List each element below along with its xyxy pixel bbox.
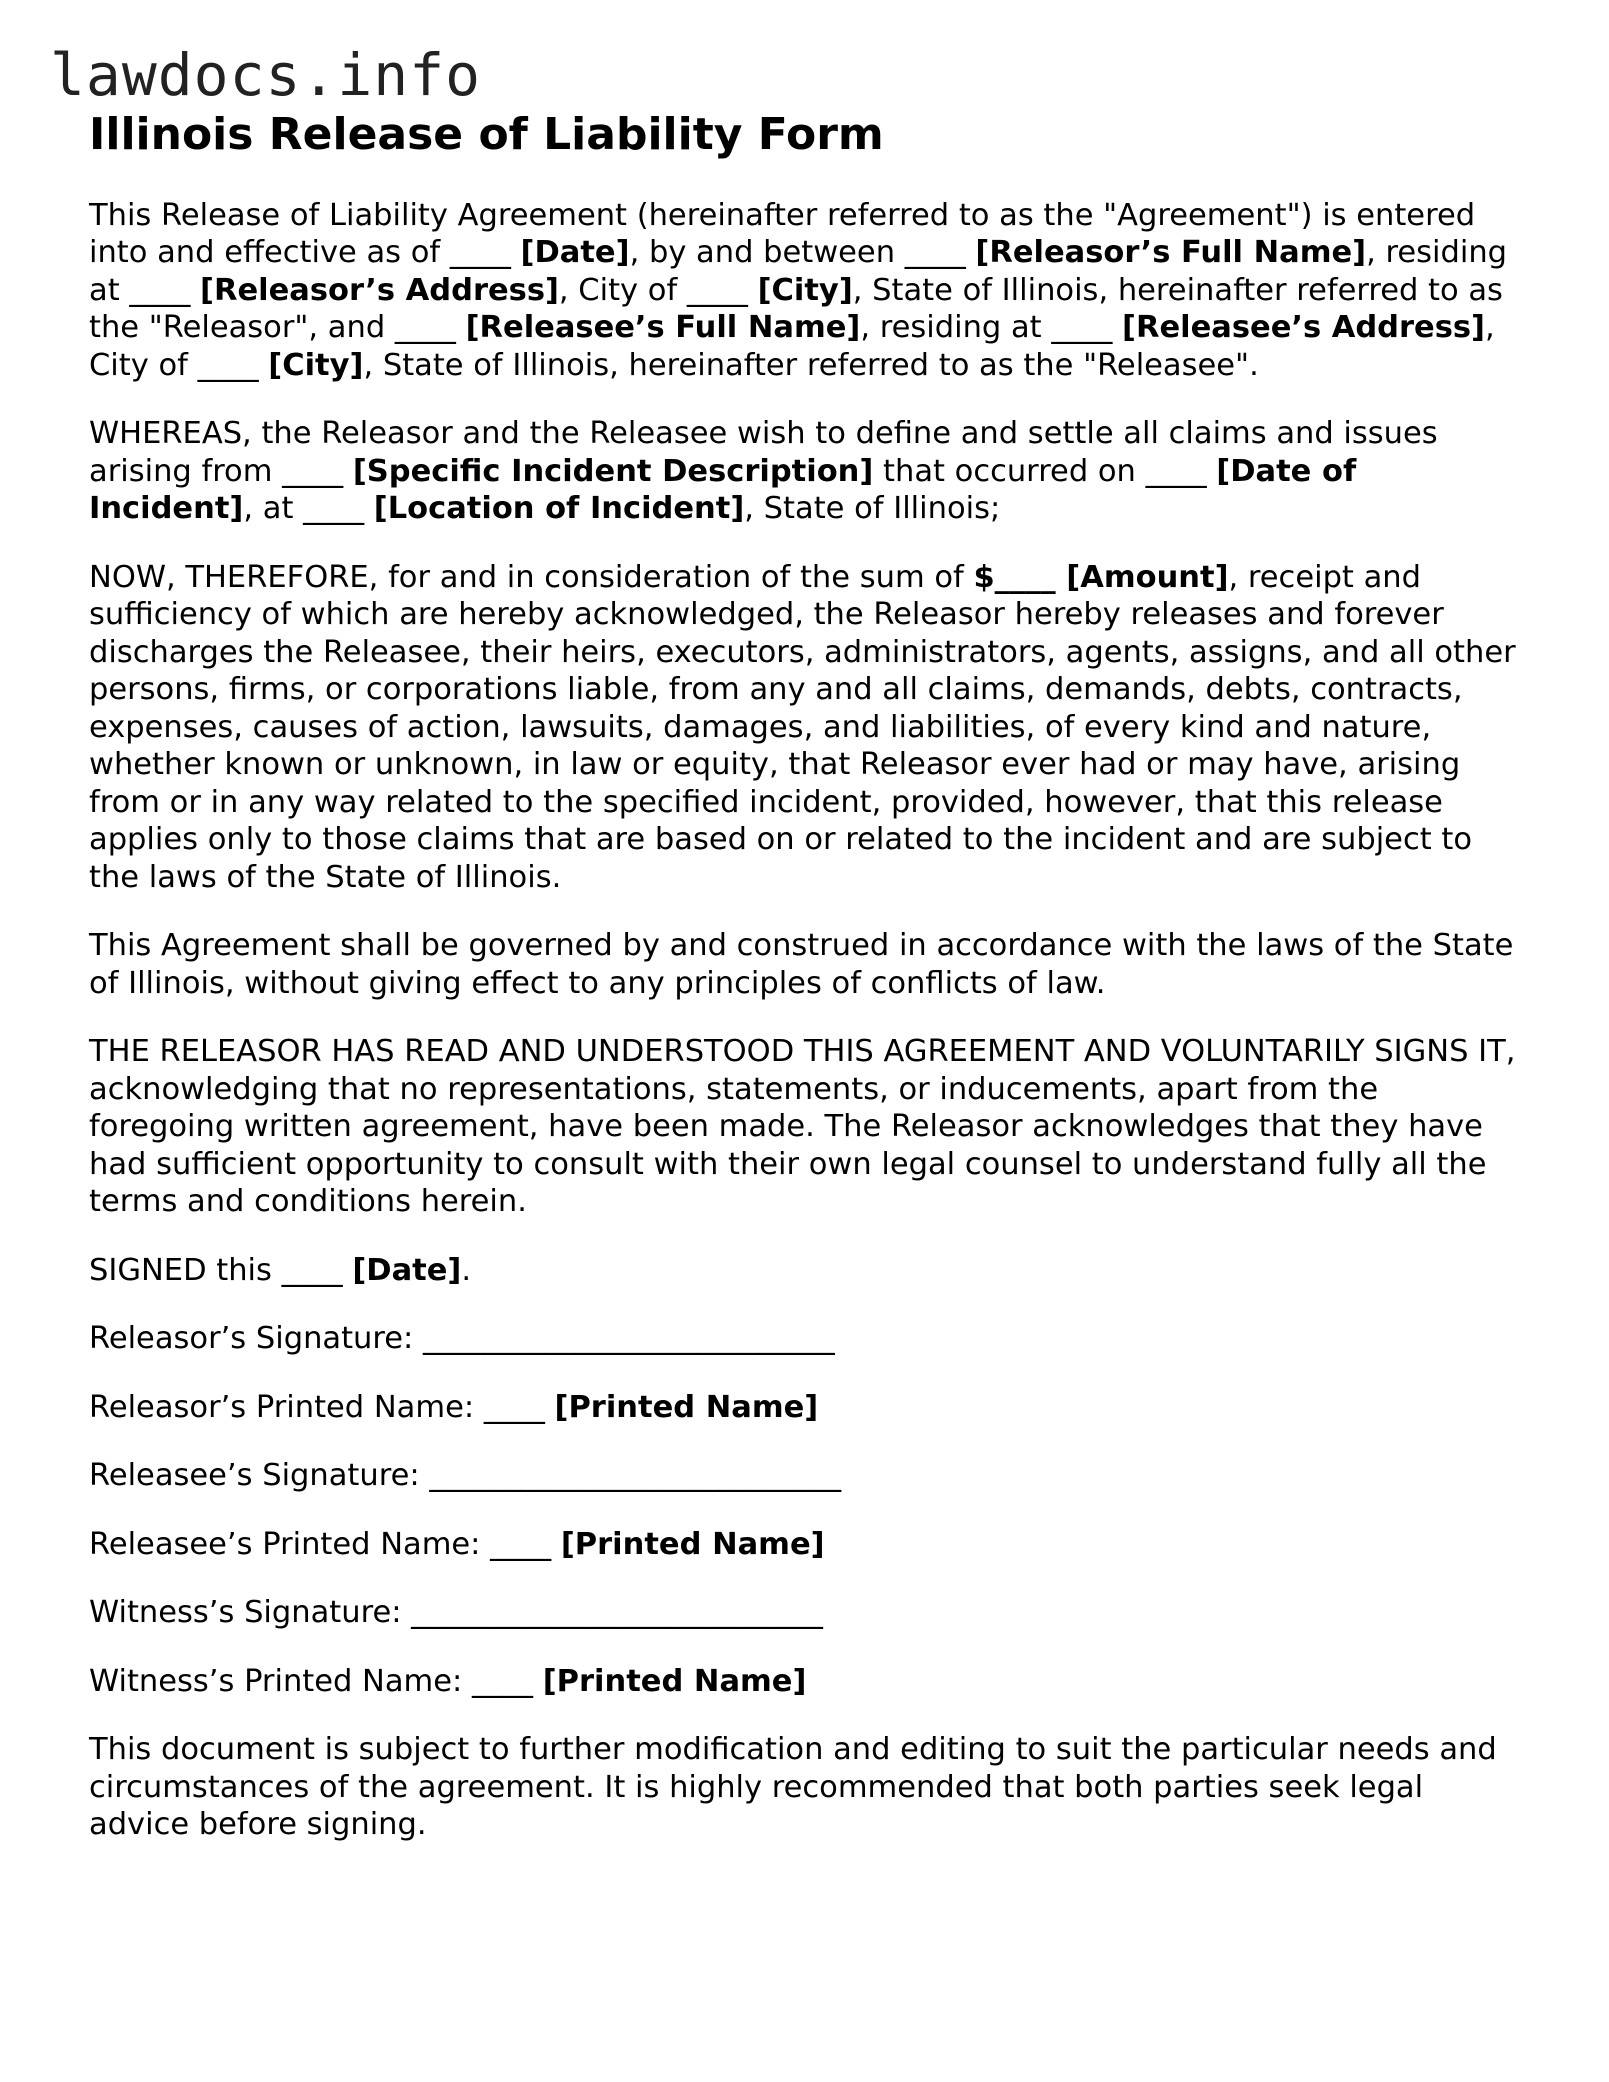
placeholder-field: [Location of Incident] (373, 491, 745, 527)
releasor-signature-line (89, 1320, 1529, 1358)
acknowledgment-paragraph (89, 1033, 1529, 1221)
signed-date-line (89, 1252, 1529, 1290)
text-run: , at ____ (243, 491, 374, 527)
document-title: Illinois Release of Liability Form (89, 109, 884, 160)
text-run: Witness’s Signature: ___________________________ (89, 1595, 823, 1631)
consideration-paragraph (89, 559, 1529, 897)
placeholder-field: [Releasee’s Address] (1122, 310, 1485, 346)
text-run: SIGNED this ____ (89, 1252, 353, 1288)
releasee-printed-name-line (89, 1526, 1529, 1564)
text-run: NOW, THEREFORE, for and in consideration of the sum of (89, 559, 974, 595)
placeholder-field: [Date] (352, 1252, 462, 1288)
placeholder-field: [Printed Name] (554, 1389, 819, 1425)
placeholder-field: [Printed Name] (560, 1526, 825, 1562)
closing-note-paragraph (89, 1731, 1529, 1844)
text-run: , City of ____ (89, 310, 1495, 383)
text-run: , City of ____ (558, 272, 758, 308)
releasee-signature-line (89, 1457, 1529, 1495)
text-run: , State of Illinois, hereinafter referred to as the "Releasee". (363, 347, 1259, 383)
text-run: WHEREAS, the Releasor and the Releasee wish to define and settle all claims and issues arising from ____ (89, 416, 1438, 489)
intro-paragraph (89, 197, 1529, 385)
text-run: that occurred on ____ (873, 453, 1217, 489)
text-run: Releasor’s Signature: ___________________________ (89, 1321, 835, 1357)
placeholder-field: [City] (268, 347, 364, 383)
releasor-printed-name-line (89, 1389, 1529, 1427)
placeholder-field: [City] (757, 272, 853, 308)
witness-printed-name-line (89, 1663, 1529, 1701)
text-run: , by and between ____ (629, 235, 976, 271)
text-run: Releasee’s Printed Name: ____ (89, 1526, 561, 1562)
placeholder-field: [Printed Name] (542, 1663, 807, 1699)
text-run: , State of Illinois; (744, 491, 1001, 527)
placeholder-field: [Releasor’s Full Name] (975, 235, 1367, 271)
text-run: This Agreement shall be governed by and construed in accordance with the laws of the State of Illinois, without giving effect to any principles of conflicts of law. (89, 928, 1514, 1001)
text-run: , residing at ____ (89, 235, 1508, 308)
text-run: This document is subject to further modification and editing to suit the particular needs and circumstances of the agreement. It is highly recommended that both parties seek legal advice before signing. (89, 1732, 1497, 1843)
text-run: Witness’s Printed Name: ____ (89, 1663, 543, 1699)
text-run: Releasor’s Printed Name: ____ (89, 1389, 555, 1425)
placeholder-field: [Releasee’s Full Name] (465, 310, 861, 346)
text-run: , receipt and sufficiency of which are hereby acknowledged, the Releasor hereby releases and forever discharges the Releasee, their heirs, executors, administrators, agents, assigns, and all other persons, firms, or corporations liable, from any and all claims, demands, debts, contracts, expenses, causes of action, lawsuits, damages, and liabilities, of every kind and nature, whether known or unknown, in law or equity, that Releasor ever had or may have, arising from or in any way related to the specified incident, provided, however, that this release applies only to those claims that are based on or related to the incident and are subject to the laws of the State of Illinois. (89, 559, 1516, 895)
placeholder-field: [Date of Incident] (89, 453, 1357, 527)
placeholder-field: [Date] (520, 235, 630, 271)
text-run: . (461, 1252, 472, 1288)
site-watermark: lawdocs.info (50, 41, 482, 109)
text-run: THE RELEASOR HAS READ AND UNDERSTOOD THIS AGREEMENT AND VOLUNTARILY SIGNS IT, acknowledging that no representations, statements, or inducements, apart from the foregoing written agreement, have been made. The Releasor acknowledges that they have had sufficient opportunity to consult with their own legal counsel to understand fully all the terms and conditions herein. (89, 1034, 1516, 1220)
placeholder-field: [Releasor’s Address] (200, 272, 559, 308)
governing-law-paragraph (89, 927, 1529, 1002)
whereas-paragraph (89, 415, 1529, 528)
text-run: This Release of Liability Agreement (hereinafter referred to as the "Agreement") is entered into and effective as of ____ (89, 197, 1476, 271)
document-body (89, 110, 1529, 1875)
text-run: Releasee’s Signature: ___________________________ (89, 1458, 842, 1494)
witness-signature-line (89, 1594, 1529, 1632)
text-run: , State of Illinois, hereinafter referred to as the "Releasor", and ____ (89, 272, 1503, 346)
text-run: , residing at ____ (860, 310, 1123, 346)
placeholder-field: [Specific Incident Description] (352, 453, 874, 489)
placeholder-field: $____ [Amount] (973, 559, 1229, 595)
